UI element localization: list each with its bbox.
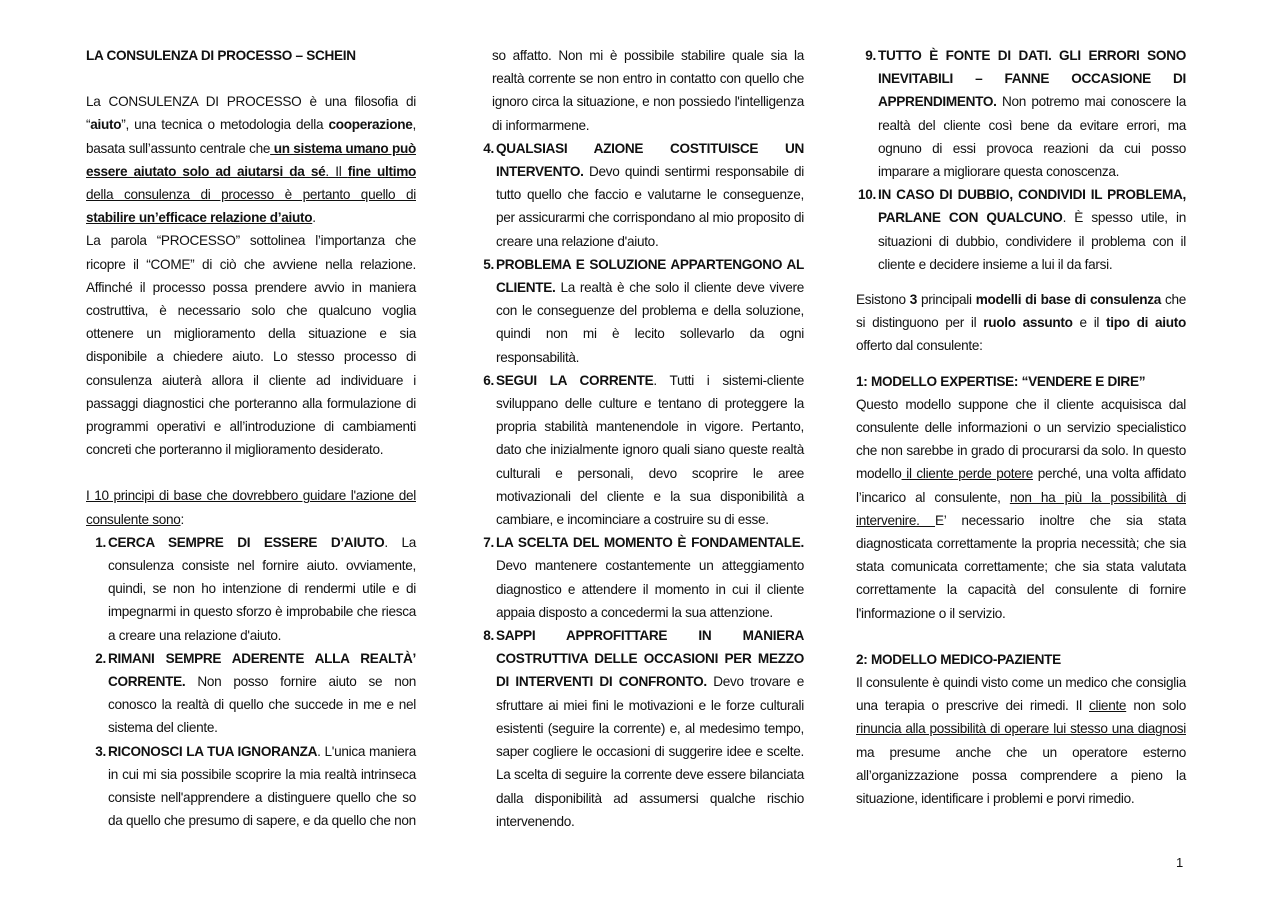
item-text: . È spesso utile, in situazioni di dubbio, condividere il problema con il cliente e decidere insieme a lui il da farsi. — [878, 210, 1186, 272]
item-number: 9. — [865, 48, 876, 63]
bold-span: fine ultimo — [347, 163, 416, 179]
item-heading: RICONOSCI LA TUA IGNORANZA — [108, 743, 318, 759]
text-span: non solo — [1126, 698, 1186, 714]
bold-span: stabilire un’efficace relazione d’aiuto — [86, 210, 313, 226]
text-span: . Il — [325, 163, 348, 179]
text-span: ”, una tecnica o metodologia della — [121, 117, 329, 133]
item-text: . L'unica maniera in cui mi sia possibile scoprire la mia realtà intrinseca consiste nell'apprendere a distinguere quello che so da quello che presumo di sapere, e da quello che non — [108, 743, 416, 829]
continued-text: so affatto. Non mi è possibile stabilire quale sia la realtà corrente se non entro in contatto con quello che ignoro circa la situazione, e non possiedo l'intelligenza di informarmene. — [492, 48, 804, 133]
underlined-span: cliente — [1089, 698, 1127, 714]
item-number: 2. — [95, 650, 106, 666]
item-number: 8. — [483, 628, 494, 644]
intro-paragraph — [86, 90, 416, 229]
item-number: 1. — [95, 534, 106, 550]
item-text: La realtà è che solo il cliente deve vivere con le conseguenze del problema e della soluzione, quindi non mi è lecito sollevarlo da ogni responsabilità. — [496, 280, 804, 365]
bold-span: cooperazione — [328, 117, 413, 133]
page-number: 1 — [1176, 855, 1184, 870]
item-text: . Tutti i sistemi-cliente sviluppano delle culture e tentano di proteggere la propria stabilità mantenendole in vigore. Pertanto, dato che inizialmente ignoro quali siano queste realtà culturali e personali, devo scoprire le aree motivazionali del cliente e la sua disponibilità a cambiare, e incominciare a costruire su di esse. — [496, 372, 804, 528]
text-span: Il consulente è quindi visto come un medico che consiglia una terapia o prescrive dei rimedi. Il — [856, 675, 1186, 714]
text-span: principali — [917, 292, 976, 308]
list-item — [86, 647, 416, 740]
item-text: Devo quindi sentirmi responsabile di tutto quello che faccio e valutarne le conseguenze, per assicurarmi che corrispondano al mio proposito di creare una relazione d'aiuto. — [496, 164, 804, 249]
item-number: 4. — [483, 140, 494, 156]
column-1 — [86, 44, 416, 833]
item-number: 7. — [483, 535, 494, 551]
model-1-heading: 1: MODELLO EXPERTISE: “VENDERE E DIRE” — [856, 373, 1146, 389]
text-span: La CONSULENZA DI PROCESSO è una filosofia di “ — [86, 94, 416, 133]
underlined-span: I 10 principi di base che dovrebbero guidare l'azione del consulente sono — [86, 488, 416, 527]
item-text: Non potremo mai conoscere la realtà del cliente così bene da evitare errori, ma ognuno di essi provoca reazioni da cui posso imparare a migliorare questa conoscenza. — [878, 94, 1186, 180]
column-3 — [856, 44, 1186, 810]
item-text: Non posso fornire aiuto se non conosco la realtà di quello che succede in me e nel sistema del cliente. — [108, 674, 416, 736]
principles-list-part-2 — [474, 137, 804, 833]
underlined-span: il cliente perde potere — [901, 466, 1033, 482]
bold-span: modelli di base di consulenza — [975, 292, 1161, 308]
item-heading: CERCA SEMPRE DI ESSERE D’AIUTO — [108, 534, 385, 550]
underlined-span: non ha più la possibilità di intervenire. — [856, 489, 1186, 528]
list-item — [86, 531, 416, 647]
column-2 — [474, 44, 804, 833]
item-heading: LA SCELTA DEL MOMENTO È FONDAMENTALE. — [496, 535, 804, 551]
list-item — [86, 740, 416, 833]
item-heading: RIMANI SEMPRE ADERENTE ALLA REALTÀ’ CORRENTE. — [108, 650, 416, 690]
item-heading: SAPPI APPROFITTARE IN MANIERA COSTRUTTIVA DELLE OCCASIONI PER MEZZO DI INTERVENTI DI CONFRONTO. — [496, 628, 804, 690]
list-item — [474, 137, 804, 253]
process-paragraph: La parola “PROCESSO” sottolinea l’importanza che ricopre il “COME” di ciò che avviene nella relazione. Affinché il processo possa prendere avvio in maniera costruttiva, è necessario solo che qualcuno voglia ottenere un miglioramento della situazione e sia disponibile a chiedere aiuto. Lo stesso processo di consulenza aiuterà allora il cliente ad individuare i passaggi diagnostici che porteranno alla formulazione di programmi operativi e all’introduzione di cambiamenti concreti che porteranno il miglioramento desiderato. — [86, 233, 416, 458]
item-heading: PROBLEMA E SOLUZIONE APPARTENGONO AL CLIENTE. — [496, 256, 804, 296]
list-item — [856, 44, 1186, 183]
bold-span: 3 — [909, 292, 918, 308]
model-1-paragraph — [856, 393, 1186, 625]
item-heading: TUTTO È FONTE DI DATI. GLI ERRORI SONO INEVITABILI – FANNE OCCASIONE DI APPRENDIMENTO. — [878, 48, 1186, 110]
list-item — [856, 183, 1186, 276]
item-number: 5. — [483, 256, 494, 272]
text-span: : — [180, 511, 184, 527]
text-span: E’ necessario inoltre che sia stata diagnosticata correttamente la propria necessità; che sia stata comunicata correttamente; che sia stata valutata correttamente la capacità del consulente di fornire l'informazione o il servizio. — [856, 512, 1187, 621]
text-span: . — [312, 210, 316, 226]
text-span: , basata sull’assunto centrale che — [86, 117, 416, 156]
item-text: Devo trovare e sfruttare ai miei fini le motivazioni e le forze culturali esistenti (seguire la corrente) e, al medesimo tempo, saper cogliere le occasioni di suggerire idee e scelte. La scelta di seguire la corrente deve essere bilanciata dalla disponibilità ad assumersi qualche rischio intervenendo. — [496, 674, 804, 829]
bold-span: ruolo assunto — [983, 315, 1073, 331]
document-title: LA CONSULENZA DI PROCESSO – SCHEIN — [86, 48, 356, 63]
underlined-span: rinuncia alla possibilità di operare lui stesso una diagnosi — [856, 721, 1186, 737]
text-span: e il — [1072, 315, 1107, 331]
list-item — [474, 624, 804, 833]
principles-intro — [86, 484, 416, 530]
text-span: che si distinguono per il — [856, 292, 1187, 331]
item-heading: IN CASO DI DUBBIO, CONDIVIDI IL PROBLEMA, PARLANE CON QUALCUNO — [878, 187, 1186, 226]
item-heading: SEGUI LA CORRENTE — [496, 372, 654, 388]
list-item — [474, 253, 804, 369]
list-item — [474, 531, 804, 624]
models-intro — [856, 288, 1186, 358]
bold-span: tipo di aiuto — [1106, 315, 1186, 331]
item-text: . La consulenza consiste nel fornire aiuto. ovviamente, quindi, se non ho intenzione di rendermi utile e di impegnarmi in questo sforzo è improbabile che riesca a creare una relazione d'aiuto. — [108, 534, 416, 643]
text-span: della consulenza di processo è pertanto quello di — [86, 187, 416, 203]
bold-underline-span: un sistema umano può essere aiutato solo ad aiutarsi da sé — [86, 140, 416, 179]
principles-list-part-3 — [856, 44, 1186, 276]
item-text: Devo mantenere costantemente un atteggiamento diagnostico e attendere il momento in cui il cliente appaia disposto a concedermi la sua attenzione. — [496, 558, 804, 620]
text-span: Questo modello suppone che il cliente acquisisca dal consulente delle informazioni o un servizio specialistico che non sarebbe in grado di procurarsi da solo. In questo modello — [856, 396, 1186, 482]
item-number: 3. — [95, 743, 106, 759]
text-span: perché, una volta affidato l’incarico al consulente, — [856, 466, 1186, 505]
principles-list-part-1 — [86, 531, 416, 833]
text-span: offerto dal consulente: — [856, 338, 983, 354]
list-item — [474, 369, 804, 531]
model-2-heading: 2: MODELLO MEDICO-PAZIENTE — [856, 651, 1061, 667]
text-span: ma presume anche che un operatore esterno all’organizzazione possa comprendere a pieno la situazione, identificare i problemi e porvi rimedio. — [856, 744, 1186, 807]
text-span: Esistono — [856, 292, 910, 308]
item-number: 6. — [483, 372, 494, 388]
model-2-paragraph — [856, 671, 1186, 810]
item-heading: QUALSIASI AZIONE COSTITUISCE UN INTERVENTO. — [496, 140, 804, 180]
item-number: 10. — [858, 187, 876, 203]
bold-span: aiuto — [90, 117, 122, 133]
